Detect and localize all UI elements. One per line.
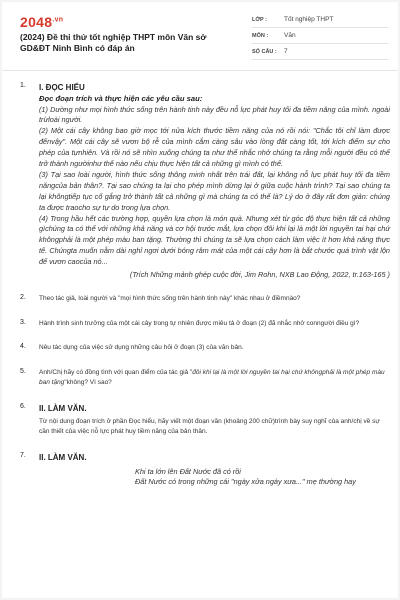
question-item [20, 82, 390, 280]
question-body [39, 403, 390, 438]
question-number: 5. [20, 367, 26, 375]
question-item [20, 319, 390, 330]
meta-value: Văn [284, 32, 296, 39]
meta-row-class [252, 12, 388, 28]
question-item [20, 403, 390, 438]
page-header [2, 2, 398, 70]
question-item [20, 368, 390, 389]
question-text: Theo tác giả, loài người và "mọi hình thức sống trên hành tinh này" khác nhau ở điềmnào? [39, 295, 301, 303]
question-number: 2. [20, 294, 26, 302]
question-item [20, 452, 390, 488]
meta-key: SỐ CÂU : [252, 48, 277, 55]
poem-line: Đất Nước có trong những cái "ngày xửa ngày xưa..." mẹ thường hay [135, 477, 356, 487]
question-text: Từ nội dung đoạn trích ở phần Đọc hiểu, hãy viết một đoạn văn (khoảng 200 chữ)trình bày suy nghĩ của anh/chị về sự cần thiết của việc nỗ lực phát huy tiềm năng của bản thân. [39, 417, 380, 436]
meta-table [252, 12, 388, 60]
question-body [39, 452, 390, 488]
section-title: II. LÀM VĂN. [39, 452, 87, 462]
passage-paragraph: (3) Tại sao loài người, hình thức sống thông minh nhất trên trái đất, lại không nỗ lực phát huy tối đa tiềm năngcủa bản thân?. Tại sao chúng ta lại cho phép mình dừng lại ở giữa cuộc hành trình? Tại sao chúng ta lại khôngtiếp tục cố gắng trở thành tất cả những gì mà chúng ta có thể là? Lý do ở đây rất đơn giản: chúng ta được traocho sự tự do trong lựa chọn. [39, 169, 390, 212]
question-text: Anh/Chị hãy có đồng tình với quan điểm của tác giả "đôi khi lại là một lời nguyền tai hại chứ khôngphải là một phép màu ban tặng"không? Vì sao? [39, 368, 385, 387]
document-page [2, 2, 398, 598]
question-body [39, 82, 390, 280]
section-title: I. ĐỌC HIỂU [39, 83, 85, 92]
passage-paragraph: (2) Một cái cây không bao giờ mọc tới nửa kích thước tiềm năng của nó rồi nói: "Chắc tôi chỉ làm được đếnvậy". Một cái cây sẽ vươn bộ rễ của mình cắm càng sâu vào lòng đất càng tốt, tới kích điểm sự cho phép của tựnhiên. Và rồi nó sẽ nhìn xuống chúng ta như thể nhắc nhở chúng ta rằng mỗi người đều có thể trở thành ngườinhư thế nào nếu chịu thực hiện tất cả những gì mình có thể. [39, 126, 390, 169]
instruction-text: Đọc đoạn trích và thực hiện các yêu cầu sau: [39, 94, 203, 103]
meta-key: MÔN : [252, 32, 269, 39]
meta-value: Tốt nghiệp THPT [284, 16, 334, 23]
poem-line: Khi ta lớn lên Đất Nước đã có rồi [135, 466, 241, 476]
section-title: II. LÀM VĂN. [39, 403, 87, 413]
document-title: (2024) Đề thi thử tốt nghiệp THPT môn Văn sở GD&ĐT Ninh Bình có đáp án [20, 32, 207, 53]
question-text: Nêu tác dụng của việc sử dụng những câu hỏi ở đoạn (3) của văn bản. [39, 344, 244, 352]
meta-value: 7 [284, 48, 288, 55]
question-item [20, 343, 390, 354]
passage-paragraph: (4) Trong hầu hết các trường hợp, quyền lựa chọn là món quà. Nhưng xét từ góc độ thực hiện tất cả những gìchúng ta có thể với những khả năng và cơ hội trước mắt, lựa chọn đôi khi lại là một lời nguyền tai hại chứ khôngphải là một phép màu ban tặng. Thường thì chúng ta sẽ lựa chọn cách làm việc ít hơn khả năng thực tế. Chúngta muốn nằm dài nghỉ ngơi dưới bóng râm mát của một cái cây hơn là bắt chước quá trình vật lộn để vươn caocủa nó... [39, 213, 390, 267]
question-number: 1. [20, 82, 26, 89]
question-list [20, 82, 390, 488]
site-logo[interactable]: $2048^{.vn}$ [20, 14, 64, 30]
passage-source: (Trích Những mảnh ghép cuộc đời, Jim Rohn, NXB Lao Động, 2022, tr.163-165 ) [129, 270, 390, 280]
question-item [20, 294, 390, 305]
passage-paragraph: (1) Dường như mọi hình thức sống trên hành tinh này đều nỗ lực phát huy tối đa tiềm năng của mình. ngoài trừloài người. [39, 104, 390, 125]
question-number: 6. [20, 402, 26, 410]
quoted-text: đôi khi lại là một lời nguyền tai hại chứ khôngphải là một phép màu ban tặng [39, 368, 385, 387]
question-number: 3. [20, 318, 26, 326]
meta-row-subject [252, 28, 388, 44]
question-number: 7. [20, 451, 26, 459]
question-number: 4. [20, 343, 26, 351]
header-divider [2, 70, 398, 71]
meta-key: LỚP : [252, 16, 267, 23]
question-text: Hành trình sinh trưởng của một cái cây trong tự nhiên được miêu tả ở đoạn (2) đã nhắc nhở conngười điều gì? [39, 319, 360, 327]
meta-row-question-count [252, 44, 388, 60]
